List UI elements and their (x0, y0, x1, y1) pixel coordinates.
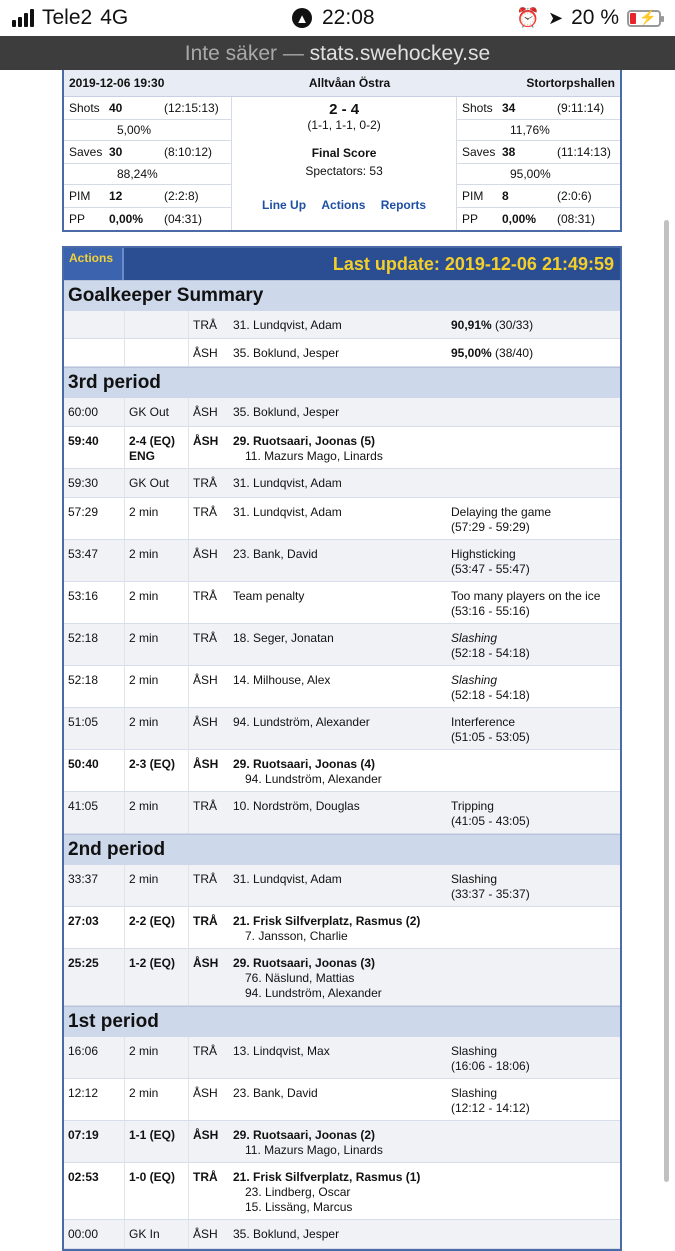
event-type-label: 1-2 (EQ) (129, 956, 176, 970)
assist-name[interactable]: 15. Lissäng, Marcus (245, 1200, 353, 1214)
player-name[interactable]: 35. Boklund, Jesper (233, 405, 340, 419)
team-code: ÅSH (193, 405, 218, 419)
event-info (447, 582, 620, 623)
event-time: 27:03 (64, 907, 125, 948)
assist-name[interactable]: 23. Lindberg, Oscar (245, 1185, 351, 1199)
team-code: TRÅ (193, 914, 218, 928)
player-name[interactable]: 94. Lundström, Alexander (233, 715, 370, 729)
penalty-interval: (33:37 - 35:37) (451, 887, 530, 901)
team-code: ÅSH (193, 1227, 218, 1241)
game-status: Final Score (311, 146, 377, 160)
team-code: TRÅ (193, 476, 217, 490)
clock: 22:08 (322, 6, 375, 29)
team-code: ÅSH (193, 956, 219, 970)
actions-link[interactable]: Actions (321, 198, 366, 212)
actions-panel (62, 246, 622, 1251)
player-name[interactable]: 31. Lundqvist, Adam (233, 505, 342, 519)
player-name[interactable]: 14. Milhouse, Alex (233, 673, 331, 687)
alarm-icon: ⏰ (516, 8, 541, 29)
pp-label: PP (69, 212, 86, 226)
event-info (447, 1121, 620, 1162)
event-info (447, 1079, 620, 1120)
event-type-label: 2 min (129, 872, 159, 886)
player-cell (229, 1079, 447, 1120)
assist-name[interactable]: 76. Näslund, Mattias (245, 971, 355, 985)
event-time: 52:18 (64, 666, 125, 707)
event-row (64, 708, 620, 750)
event-type (125, 792, 189, 833)
period-heading: 2nd period (64, 834, 620, 865)
penalty-interval: (53:16 - 55:16) (451, 604, 530, 618)
scrollbar[interactable] (664, 220, 669, 1182)
event-time: 12:12 (64, 1079, 125, 1120)
scorer-name[interactable]: 29. Ruotsaari, Joonas (2) (233, 1128, 376, 1142)
home-saves-pct: 88,24% (117, 167, 158, 181)
event-type (125, 750, 189, 791)
penalty-reason: Interference (451, 715, 516, 729)
event-type (125, 498, 189, 539)
home-saves-by-period: (8:10:12) (164, 145, 213, 159)
player-name[interactable]: 23. Bank, David (233, 547, 318, 561)
goalkeeper-row (64, 311, 620, 339)
event-info (447, 469, 620, 497)
url-separator: — (277, 42, 310, 65)
home-shots-pct: 5,00% (117, 123, 152, 137)
team-code: TRÅ (193, 318, 217, 332)
team-code: ÅSH (193, 547, 218, 561)
game-info-box (62, 70, 622, 232)
player-cell (229, 750, 447, 791)
event-type (125, 666, 189, 707)
event-type (125, 1163, 189, 1219)
scorer-name[interactable]: 21. Frisk Silfverplatz, Rasmus (2) (233, 914, 421, 928)
location-arrow-icon: ➤ (548, 7, 564, 28)
away-saves: 38 (502, 145, 516, 159)
event-info (447, 427, 620, 468)
event-time: 59:30 (64, 469, 125, 497)
actions-tab[interactable]: Actions (64, 248, 124, 280)
event-type (125, 540, 189, 581)
event-time: 57:29 (64, 498, 125, 539)
event-row (64, 1079, 620, 1121)
home-stats (64, 97, 231, 230)
event-time: 50:40 (64, 750, 125, 791)
event-type-label: GK In (129, 1227, 160, 1241)
team-code: TRÅ (193, 1044, 217, 1058)
event-type (125, 582, 189, 623)
player-cell (229, 1220, 447, 1248)
goal-row (64, 907, 620, 949)
event-type (125, 1121, 189, 1162)
player-cell (229, 469, 447, 497)
player-cell (229, 540, 447, 581)
player-name[interactable]: 10. Nordström, Douglas (233, 799, 360, 813)
player-cell (229, 398, 447, 426)
event-info (447, 949, 620, 1005)
shots-label: Shots (462, 101, 493, 115)
away-pim: 8 (502, 189, 509, 203)
event-time: 53:47 (64, 540, 125, 581)
event-row (64, 540, 620, 582)
assist-name[interactable]: 7. Jansson, Charlie (245, 929, 348, 943)
event-type-label: 2 min (129, 799, 159, 813)
event-info (447, 907, 620, 948)
pim-label: PIM (462, 189, 484, 203)
team-code: TRÅ (193, 589, 217, 603)
event-type-label: 2 min (129, 1086, 159, 1100)
event-row (64, 792, 620, 834)
event-time: 00:00 (64, 1220, 125, 1248)
event-time: 33:37 (64, 865, 125, 906)
penalty-reason: Highsticking (451, 547, 516, 561)
battery-percent: 20 % (571, 6, 619, 29)
player-cell (229, 624, 447, 665)
event-type (125, 1079, 189, 1120)
event-type (125, 469, 189, 497)
pim-label: PIM (69, 189, 91, 203)
event-type (125, 949, 189, 1005)
team-code: ÅSH (193, 1128, 219, 1142)
save-detail: (38/40) (495, 346, 534, 360)
player-cell (229, 666, 447, 707)
event-info (447, 1037, 620, 1078)
period-list (64, 367, 620, 1249)
event-type-label: 2 min (129, 673, 159, 687)
event-type (125, 624, 189, 665)
scorer-name[interactable]: 29. Ruotsaari, Joonas (5) (233, 434, 376, 448)
event-info (447, 624, 620, 665)
away-stats (457, 97, 620, 230)
saves-label: Saves (69, 145, 103, 159)
empty-cell (125, 339, 189, 366)
penalty-reason: Slashing (451, 631, 498, 645)
event-time: 16:06 (64, 1037, 125, 1078)
event-time: 60:00 (64, 398, 125, 426)
event-type (125, 1220, 189, 1248)
penalty-interval: (52:18 - 54:18) (451, 646, 530, 660)
page-content (0, 70, 675, 1241)
player-name[interactable]: 31. Lundqvist, Adam (233, 476, 342, 490)
event-info (447, 498, 620, 539)
goal-row (64, 750, 620, 792)
assist-name[interactable]: 11. Mazurs Mago, Linards (245, 1143, 383, 1157)
team-code: ÅSH (193, 757, 219, 771)
team-code: TRÅ (193, 872, 217, 886)
event-type-label: GK Out (129, 476, 170, 490)
home-shots-by-period: (12:15:13) (164, 101, 219, 115)
event-time: 41:05 (64, 792, 125, 833)
line-up-link[interactable]: Line Up (262, 198, 307, 212)
arena-name: Stortorpshallen (526, 76, 615, 90)
event-info (447, 792, 620, 833)
save-percentage-cell (447, 311, 620, 338)
empty-cell (64, 311, 125, 338)
event-type (125, 427, 189, 468)
event-row (64, 498, 620, 540)
penalty-interval: (16:06 - 18:06) (451, 1059, 530, 1073)
event-type-label: 2 min (129, 589, 159, 603)
scorer-name[interactable]: 29. Ruotsaari, Joonas (3) (233, 956, 376, 970)
event-info (447, 708, 620, 749)
event-info (447, 865, 620, 906)
home-pim: 12 (109, 189, 123, 203)
home-saves: 30 (109, 145, 123, 159)
shots-label: Shots (69, 101, 100, 115)
penalty-reason: Delaying the game (451, 505, 552, 519)
penalty-interval: (57:29 - 59:29) (451, 520, 530, 534)
away-saves-by-period: (11:14:13) (557, 145, 611, 159)
event-type (125, 708, 189, 749)
goal-row (64, 949, 620, 1006)
team-code: TRÅ (193, 505, 217, 519)
penalty-interval: (41:05 - 43:05) (451, 814, 530, 828)
player-name[interactable]: 31. Lundqvist, Adam (233, 318, 342, 332)
event-row (64, 398, 620, 427)
event-row (64, 865, 620, 907)
player-cell (229, 1163, 447, 1219)
security-label: Inte säker (184, 42, 277, 65)
event-type-label: 1-1 (EQ) (129, 1128, 176, 1142)
player-cell (229, 582, 447, 623)
game-datetime: 2019-12-06 19:30 (69, 76, 165, 90)
event-type-label: 2 min (129, 505, 159, 519)
player-cell (229, 427, 447, 468)
assist-name[interactable]: 94. Lundström, Alexander (245, 986, 382, 1000)
player-name[interactable]: 18. Seger, Jonatan (233, 631, 334, 645)
event-type-extra: ENG (129, 449, 156, 463)
goalkeeper-list (64, 311, 620, 367)
team-code: ÅSH (193, 346, 218, 360)
event-row (64, 1037, 620, 1079)
saves-label: Saves (462, 145, 496, 159)
event-time: 59:40 (64, 427, 125, 468)
penalty-reason: Slashing (451, 872, 498, 886)
carrier-label: Tele2 (42, 6, 93, 29)
event-type-label: 2-2 (EQ) (129, 914, 176, 928)
player-name[interactable]: Team penalty (233, 589, 305, 603)
reports-link[interactable]: Reports (380, 198, 427, 212)
event-row (64, 582, 620, 624)
event-type-label: 2-4 (EQ) (129, 434, 176, 448)
network-label: 4G (100, 6, 129, 29)
assist-name[interactable]: 11. Mazurs Mago, Linards (245, 449, 383, 463)
event-row (64, 666, 620, 708)
penalty-interval: (52:18 - 54:18) (451, 688, 530, 702)
team-code: ÅSH (193, 1086, 218, 1100)
team-code: ÅSH (193, 434, 219, 448)
penalty-interval: (12:12 - 14:12) (451, 1101, 530, 1115)
away-shots-by-period: (9:11:14) (557, 101, 605, 115)
penalty-interval: (51:05 - 53:05) (451, 730, 530, 744)
player-cell (229, 1121, 447, 1162)
player-name[interactable]: 23. Bank, David (233, 1086, 318, 1100)
event-info (447, 398, 620, 426)
penalty-reason: Slashing (451, 1044, 498, 1058)
event-row (64, 1220, 620, 1249)
event-type-label: 2 min (129, 547, 159, 561)
team-code: TRÅ (193, 1170, 218, 1184)
event-time: 52:18 (64, 624, 125, 665)
scorer-name[interactable]: 21. Frisk Silfverplatz, Rasmus (1) (233, 1170, 421, 1184)
goalkeeper-summary-heading: Goalkeeper Summary (64, 280, 620, 311)
home-pp: 0,00% (109, 212, 144, 226)
team-code: ÅSH (193, 673, 218, 687)
team-code: TRÅ (193, 799, 217, 813)
empty-cell (125, 311, 189, 338)
player-cell (229, 792, 447, 833)
goal-row (64, 1121, 620, 1163)
event-time: 51:05 (64, 708, 125, 749)
event-type (125, 865, 189, 906)
event-info (447, 1163, 620, 1219)
goal-row (64, 427, 620, 469)
event-time: 25:25 (64, 949, 125, 1005)
event-time: 02:53 (64, 1163, 125, 1219)
scorer-name[interactable]: 29. Ruotsaari, Joonas (4) (233, 757, 376, 771)
penalty-reason: Slashing (451, 1086, 498, 1100)
goalkeeper-row (64, 339, 620, 367)
player-cell (229, 949, 447, 1005)
away-pp: 0,00% (502, 212, 537, 226)
player-cell (229, 865, 447, 906)
save-detail: (30/33) (495, 318, 534, 332)
event-info (447, 750, 620, 791)
event-type-label: 2 min (129, 715, 159, 729)
away-saves-pct: 95,00% (510, 167, 551, 181)
event-time: 07:19 (64, 1121, 125, 1162)
empty-cell (64, 339, 125, 366)
penalty-reason: Tripping (451, 799, 494, 813)
player-name[interactable]: 13. Lindqvist, Max (233, 1044, 330, 1058)
home-pim-by-period: (2:2:8) (164, 189, 199, 203)
battery-icon: ⚡ (627, 10, 661, 27)
penalty-interval: (53:47 - 55:47) (451, 562, 530, 576)
away-pp-time: (08:31) (557, 212, 596, 226)
event-type-label: 2-3 (EQ) (129, 757, 176, 771)
save-percentage: 90,91% (451, 318, 492, 332)
pp-label: PP (462, 212, 479, 226)
event-type-label: 2 min (129, 631, 159, 645)
save-percentage-cell (447, 339, 620, 366)
save-percentage: 95,00% (451, 346, 492, 360)
period-scores: (1-1, 1-1, 0-2) (307, 118, 381, 132)
address-bar[interactable] (0, 36, 675, 70)
event-info (447, 1220, 620, 1248)
event-row (64, 469, 620, 498)
home-shots: 40 (109, 101, 123, 115)
away-shots: 34 (502, 101, 516, 115)
status-bar (0, 0, 675, 36)
url-domain: stats.swehockey.se (309, 42, 491, 65)
player-name[interactable]: 31. Lundqvist, Adam (233, 872, 342, 886)
event-time: 53:16 (64, 582, 125, 623)
event-row (64, 624, 620, 666)
event-type (125, 1037, 189, 1078)
event-type-label: GK Out (129, 405, 170, 419)
event-info (447, 540, 620, 581)
penalty-reason: Slashing (451, 673, 498, 687)
event-type-label: 1-0 (EQ) (129, 1170, 176, 1184)
penalty-reason: Too many players on the ice (451, 589, 601, 603)
spectators: Spectators: 53 (305, 164, 383, 178)
event-info (447, 666, 620, 707)
final-score: 2 - 4 (329, 101, 360, 118)
navigation-icon: ▲ (292, 8, 312, 28)
away-pim-by-period: (2:0:6) (557, 189, 592, 203)
event-type-label: 2 min (129, 1044, 159, 1058)
player-cell (229, 907, 447, 948)
away-shots-pct: 11,76% (510, 123, 550, 137)
home-pp-time: (04:31) (164, 212, 203, 226)
score-panel (231, 97, 457, 230)
last-update: Last update: 2019-12-06 21:49:59 (332, 253, 614, 274)
signal-icon (12, 9, 34, 27)
player-name[interactable]: 35. Boklund, Jesper (233, 1227, 340, 1241)
period-heading: 3rd period (64, 367, 620, 398)
team-code: ÅSH (193, 715, 218, 729)
player-name[interactable]: 35. Boklund, Jesper (233, 346, 340, 360)
event-type (125, 398, 189, 426)
period-heading: 1st period (64, 1006, 620, 1037)
event-type (125, 907, 189, 948)
goal-row (64, 1163, 620, 1220)
player-cell (229, 498, 447, 539)
league-name: Alltvåan Östra (308, 76, 391, 90)
player-cell (229, 1037, 447, 1078)
assist-name[interactable]: 94. Lundström, Alexander (245, 772, 382, 786)
team-code: TRÅ (193, 631, 217, 645)
player-cell (229, 708, 447, 749)
